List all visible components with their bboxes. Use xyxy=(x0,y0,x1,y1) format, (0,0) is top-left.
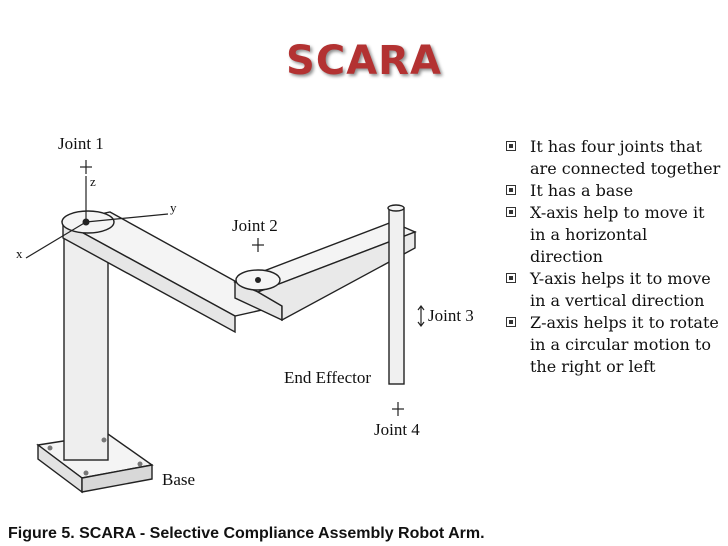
square-bullet-icon xyxy=(506,273,516,283)
joint1-label: Joint 1 xyxy=(58,134,104,153)
figure-caption: Figure 5. SCARA - Selective Compliance Assembly Robot Arm. xyxy=(8,525,485,542)
bullet-text: It has four joints that are connected together xyxy=(530,137,721,178)
joint3-label: Joint 3 xyxy=(428,306,474,325)
bullet-item xyxy=(506,312,724,378)
bullet-text: X-axis help to move it in a horizontal direction xyxy=(530,203,705,266)
x-axis-label: x xyxy=(16,246,23,261)
bullet-text: It has a base xyxy=(530,181,634,200)
bullet-list xyxy=(506,136,724,378)
scara-figure xyxy=(0,130,500,546)
scara-robot-drawing xyxy=(0,130,500,546)
square-bullet-icon xyxy=(506,185,516,195)
base-label: Base xyxy=(162,470,196,489)
bullet-item xyxy=(506,202,724,268)
bullet-item xyxy=(506,180,724,202)
end-effector-label: End Effector xyxy=(284,368,372,387)
z-axis-label: z xyxy=(90,174,96,189)
y-axis-label: y xyxy=(170,200,177,215)
bullet-text: Y-axis helps it to move in a vertical direction xyxy=(530,269,711,310)
square-bullet-icon xyxy=(506,141,516,151)
square-bullet-icon xyxy=(506,317,516,327)
joint2-label: Joint 2 xyxy=(232,216,278,235)
bullet-text: Z-axis helps it to rotate in a circular motion to the right or left xyxy=(530,313,719,376)
square-bullet-icon xyxy=(506,207,516,217)
slide-title: SCARA xyxy=(286,38,442,84)
bullet-item xyxy=(506,268,724,312)
joint4-label: Joint 4 xyxy=(374,420,420,439)
bullet-item xyxy=(506,136,724,180)
